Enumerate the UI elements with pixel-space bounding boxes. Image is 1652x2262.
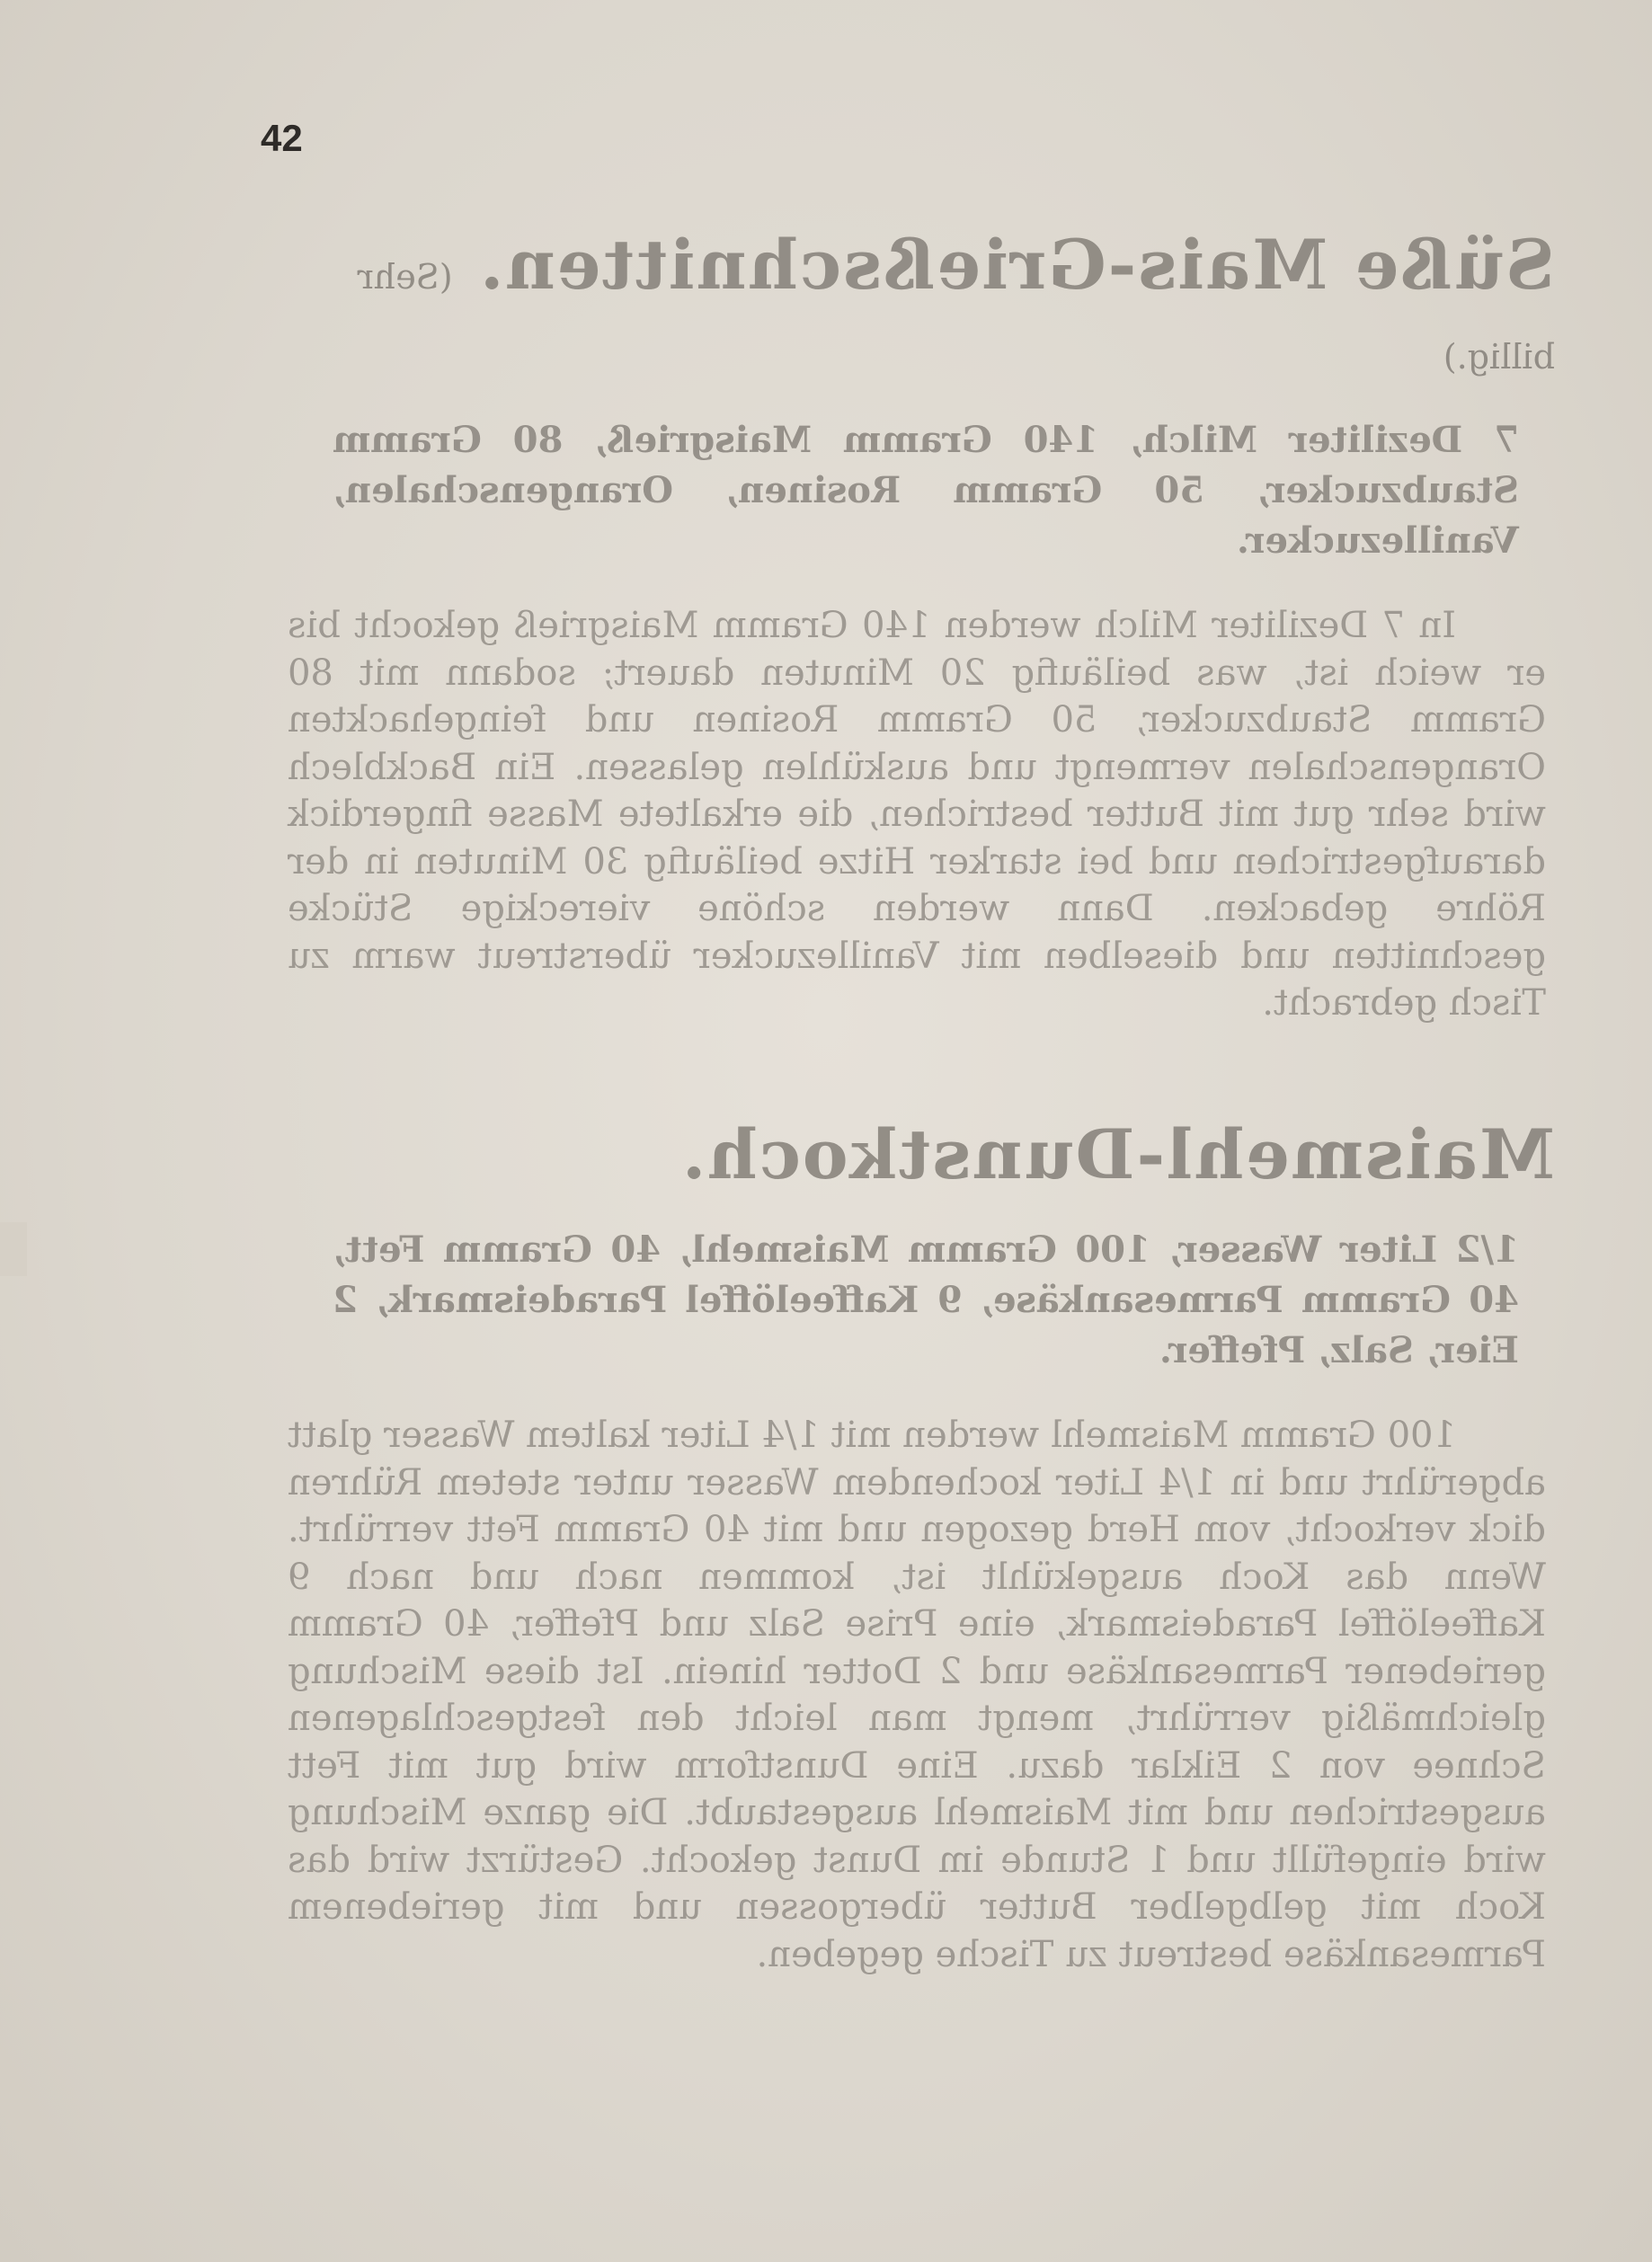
recipe-title-text: Süße Mais-Grießschnitten. <box>478 225 1555 305</box>
mirrored-show-through-text <box>270 225 1555 2157</box>
page-number: 42 <box>261 117 303 159</box>
recipe-section-maismehl-dunstkoch <box>270 1114 1555 1978</box>
binding-edge-mark <box>0 1222 27 1276</box>
recipe-title <box>270 225 1555 385</box>
ingredient-list: 1/2 Liter Wasser, 100 Gramm Maismehl, 40 Gramm Fett, 40 Gramm Parmesankäse, 9 Kaffeelöffel Paradeismark, 2 Eier, Salz, Pfeffer. <box>333 1229 1519 1371</box>
method-paragraph: In 7 Deziliter Milch werden 140 Gramm Maisgrieß gekocht bis er weich ist, was beiläufig 20 Minuten dauert; sodann mit 80 Gramm Staubzucker, 50 Gramm Rosinen und feingehackten Orangenschalen vermengt und auskühlen gelassen. Ein Backblech wird sehr gut mit Butter bestrichen, die erkaltete Masse fingerdick daraufgestrichen und bei starker Hitze beiläufig 30 Minuten in der Röhre gebacken. Dann werden schöne viereckige Stücke geschnitten und dieselben mit Vanillezucker überstreut warm zu Tisch gebracht. <box>288 605 1546 1024</box>
method-paragraph: 100 Gramm Maismehl werden mit 1/4 Liter kaltem Wasser glatt abgerührt und in 1/4 Liter kochendem Wasser unter stetem Rühren dick verkocht, vom Herd gezogen und mit 40 Gramm Fett verrührt. Wenn das Koch ausgekühlt ist, kommen nach und nach 9 Kaffeelöffel Paradeismark, eine Prise Salz und Pfeffer, 40 Gramm geriebener Parmesankäse und 2 Dotter hinein. Ist diese Mischung gleichmäßig verrührt, mengt man leicht den festgeschlagenen Schnee von 2 Eiklar dazu. Eine Dunstform wird gut mit Fett ausgestrichen und mit Maismehl ausgestaubt. Die ganze Mischung wird eingefüllt und 1 Stunde im Dunst gekocht. Gestürzt wird das Koch mit gelbgelber Butter übergossen und mit geriebenem Parmesankäse bestreut zu Tische gegeben. <box>288 1415 1546 1975</box>
recipe-title-note: (Sehr billig.) <box>357 257 1555 377</box>
recipe-title-text: Maismehl-Dunstkoch. <box>679 1114 1555 1194</box>
recipe-title <box>270 1114 1555 1194</box>
ingredient-list: 7 Deziliter Milch, 140 Gramm Maisgrieß, 80 Gramm Staubzucker, 50 Gramm Rosinen, Orangenschalen, Vanillezucker. <box>333 419 1519 562</box>
recipe-section-mais-griessschnitten <box>270 225 1555 1027</box>
